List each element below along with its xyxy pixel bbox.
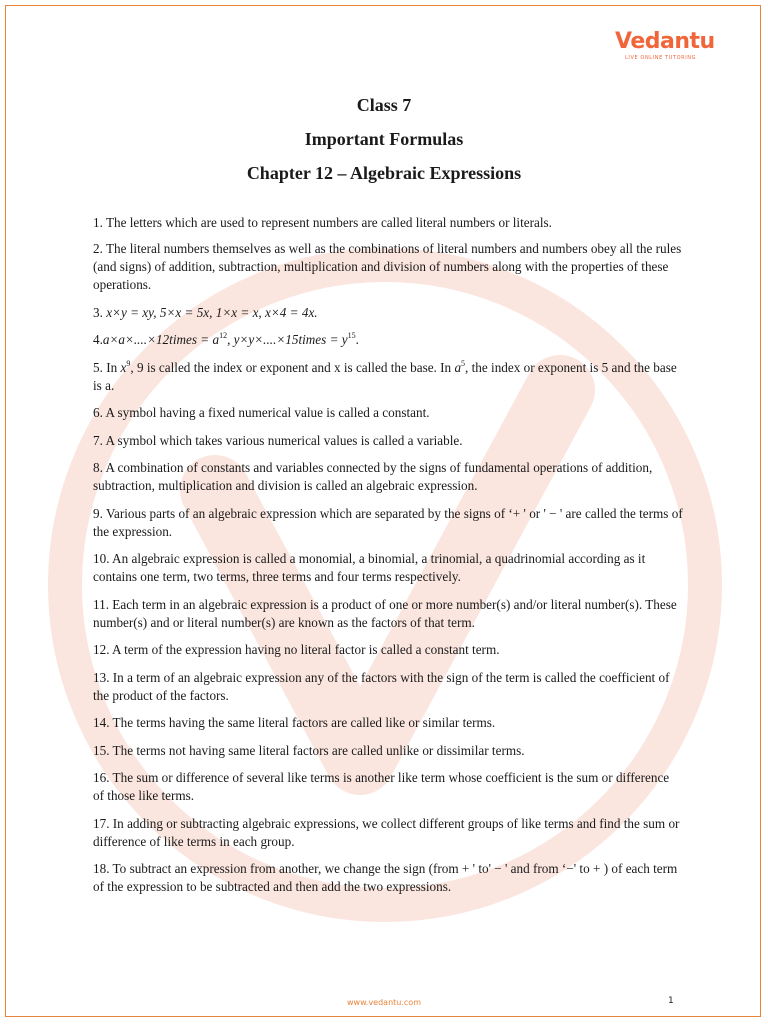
list-item-2: 2. The literal numbers themselves as well as the combinations of literal numbers and numbers obey all the rules (and signs) of addition, subtraction, multiplication and division of numbers along with the properties of these operations. <box>93 241 682 292</box>
item-number: 4. <box>93 332 103 347</box>
math-base: a <box>454 359 462 375</box>
vedantu-logo <box>615 29 715 70</box>
list-item-9: 9. Various parts of an algebraic expression which are separated by the signs of ‘+ ' or ' − ' are called the terms of the expression. <box>93 505 683 539</box>
item-number: 3. <box>93 304 103 320</box>
list-item-8: 8. A combination of constants and variables connected by the signs of fundamental operations of addition, subtraction, multiplication and division is called an algebraic expression. <box>93 460 653 493</box>
separator: , <box>227 332 234 347</box>
formula-list <box>93 214 683 906</box>
list-item-10: 10. An algebraic expression is called a monomial, a binomial, a trinomial, a quadrinomial according as it contains one term, two terms, three terms and four terms respectively. <box>93 551 646 584</box>
list-item-3 <box>93 304 683 322</box>
text-segment: , the index or exponent is 5 and the base is a. <box>93 359 677 393</box>
logo-wordmark: Vedantu <box>615 29 715 54</box>
list-item-14: 14. The terms having the same literal factors are called like or similar terms. <box>93 715 496 730</box>
list-item-1: 1. The letters which are used to represent numbers are called literal numbers or literals. <box>93 215 552 230</box>
list-item-18: 18. To subtract an expression from another, we change the sign (from + ' to' − ' and from ‘−' to + ) of each term of the expression to be subtracted and then add the two expressions. <box>93 861 678 894</box>
chapter-title: Chapter 12 – Algebraic Expressions <box>246 163 522 183</box>
list-item-12: 12. A term of the expression having no literal factor is called a constant term. <box>93 642 500 657</box>
list-item-11: 11. Each term in an algebraic expression is a product of one or more number(s) and/or literal number(s). These number(s) and or literal number(s) are known as the factors of that term. <box>93 596 677 630</box>
footer-url-link[interactable]: www.vedantu.com <box>347 998 421 1007</box>
math-expression: y×y×....×15times = y <box>233 332 348 347</box>
list-item-17: 17. In adding or subtracting algebraic expressions, we collect different groups of like terms and find the sum or difference of like terms in each group. <box>93 815 680 849</box>
list-item-13: 13. In a term of an algebraic expression any of the factors with the sign of the term is called the coefficient of the product of the factors. <box>93 669 670 703</box>
math-expression: a×a×....×12times = a <box>102 332 220 347</box>
exponent: 9 <box>126 358 131 368</box>
page-number: 1 <box>668 996 674 1006</box>
exponent: 12 <box>219 331 228 340</box>
list-item-15: 15. The terms not having same literal factors are called unlike or dissimilar terms. <box>93 742 525 758</box>
logo-tagline: LIVE ONLINE TUTORING <box>625 55 697 61</box>
exponent: 5 <box>461 358 466 368</box>
math-expression: x×y = xy, 5×x = 5x, 1×x = x, x×4 = 4x. <box>106 304 318 320</box>
list-item-4 <box>93 331 683 349</box>
list-item-6: 6. A symbol having a fixed numerical value is called a constant. <box>93 405 430 420</box>
text-segment: 5. In <box>93 359 121 375</box>
list-item-7: 7. A symbol which takes various numerical values is called a variable. <box>93 432 463 448</box>
subtitle: Important Formulas <box>304 129 464 149</box>
class-title: Class 7 <box>356 95 412 115</box>
list-item-5 <box>93 359 683 395</box>
math-base: x <box>120 359 127 375</box>
list-item-16: 16. The sum or difference of several like terms is another like term whose coefficient is the sum or difference of those like terms. <box>93 770 670 803</box>
text-segment: , 9 is called the index or exponent and x is called the base. In <box>130 359 455 375</box>
period: . <box>355 332 359 347</box>
title-block <box>0 88 768 190</box>
exponent: 15 <box>347 331 356 340</box>
